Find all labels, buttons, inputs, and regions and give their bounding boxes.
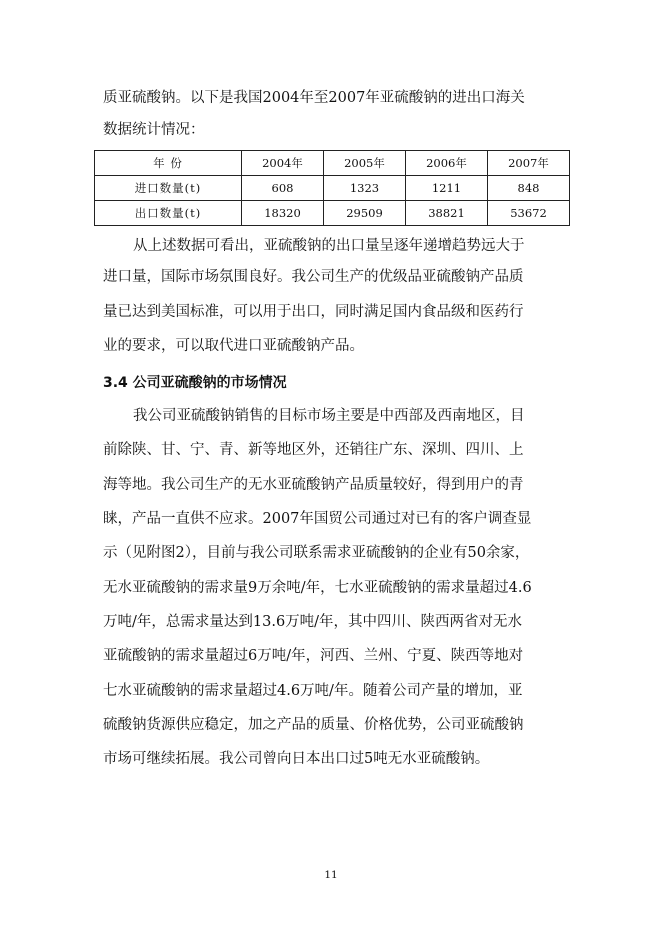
table-cell: 608: [242, 176, 324, 201]
table-header-row: [95, 151, 570, 176]
table-header-cell: 2006年: [406, 151, 488, 176]
table-cell: 1323: [324, 176, 406, 201]
table-cell: 29509: [324, 201, 406, 226]
table-row: [95, 201, 570, 226]
table-header-cell: 2007年: [488, 151, 570, 176]
table-cell: 38821: [406, 201, 488, 226]
import-export-table: [94, 150, 570, 226]
text-line: 质亚硫酸钠。以下是我国2004年至2007年亚硫酸钠的进出口海关: [103, 90, 525, 106]
section-heading: 3.4 公司亚硫酸钠的市场情况: [103, 375, 287, 391]
text-line: 市场可继续拓展。我公司曾向日本出口过5吨无水亚硫酸钠。: [103, 751, 490, 767]
table-cell: 53672: [488, 201, 570, 226]
text-line: 前除陕、甘、宁、青、新等地区外，还销往广东、深圳、四川、上: [103, 442, 524, 458]
table-cell: 848: [488, 176, 570, 201]
text-line: 从上述数据可看出，亚硫酸钠的出口量呈逐年递增趋势远大于: [133, 238, 525, 254]
table-cell: 18320: [242, 201, 324, 226]
text-line: 进口量，国际市场氛围良好。我公司生产的优级品亚硫酸钠产品质: [103, 269, 524, 285]
table-row: [95, 176, 570, 201]
table-header-cell: 2004年: [242, 151, 324, 176]
text-line: 亚硫酸钠的需求量超过6万吨/年，河西、兰州、宁夏、陕西等地对: [103, 648, 524, 664]
text-line: 海等地。我公司生产的无水亚硫酸钠产品质量较好，得到用户的青: [103, 477, 524, 493]
table-cell: 1211: [406, 176, 488, 201]
table-header-cell: 2005年: [324, 151, 406, 176]
text-line: 硫酸钠货源供应稳定，加之产品的质量、价格优势，公司亚硫酸钠: [103, 717, 524, 733]
text-line: 示（见附图2），目前与我公司联系需求亚硫酸钠的企业有50余家，: [103, 545, 530, 561]
text-line: 量已达到美国标准，可以用于出口，同时满足国内食品级和医药行: [103, 304, 524, 320]
page-number: 11: [324, 869, 338, 881]
text-line: 我公司亚硫酸钠销售的目标市场主要是中西部及西南地区，目: [133, 408, 525, 424]
table-header-cell: 年 份: [95, 151, 242, 176]
text-line: 无水亚硫酸钠的需求量9万余吨/年，七水亚硫酸钠的需求量超过4.6: [103, 580, 532, 596]
text-line: 七水亚硫酸钠的需求量超过4.6万吨/年。随着公司产量的增加，亚: [103, 683, 523, 699]
text-line: 万吨/年，总需求量达到13.6万吨/年，其中四川、陕西两省对无水: [103, 614, 523, 630]
table-cell: 进口数量(t): [95, 176, 242, 201]
text-line: 数据统计情况：: [103, 122, 205, 138]
text-line: 业的要求，可以取代进口亚硫酸钠产品。: [103, 338, 364, 354]
table-cell: 出口数量(t): [95, 201, 242, 226]
text-line: 睐，产品一直供不应求。2007年国贸公司通过对已有的客户调查显: [103, 511, 532, 527]
